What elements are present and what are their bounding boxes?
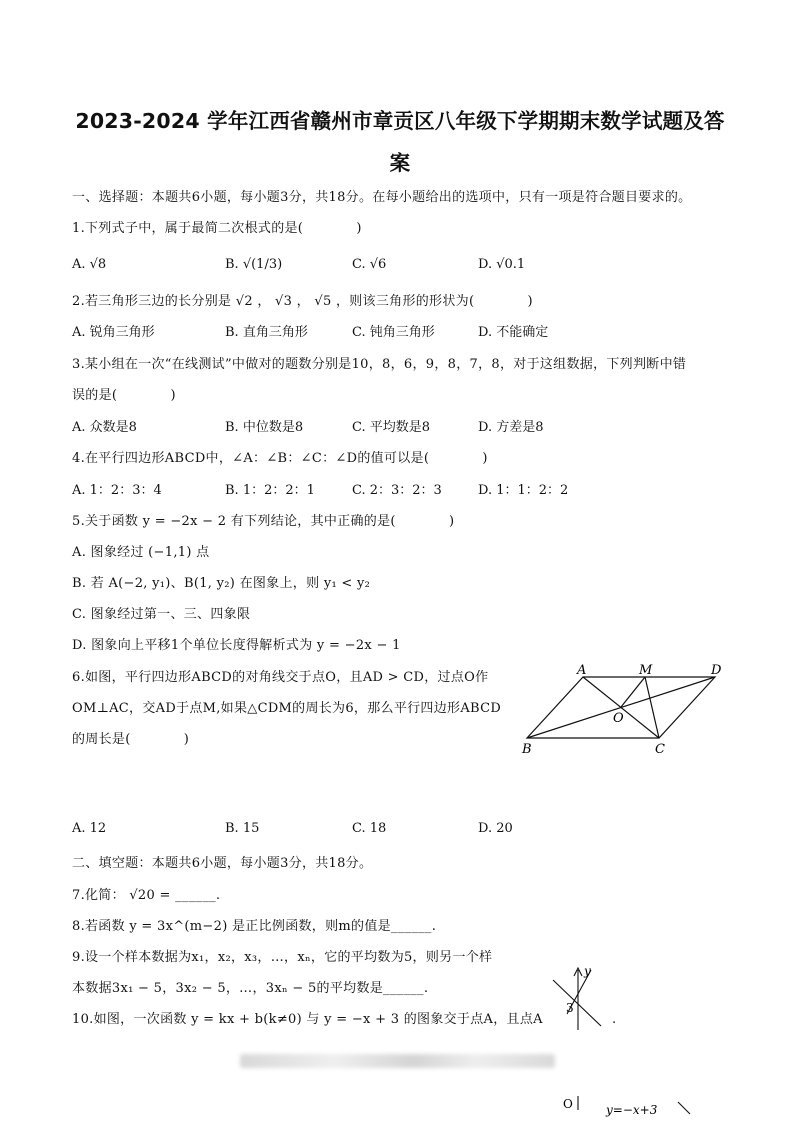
- q3-option-c: C. 平均数是8: [352, 420, 431, 435]
- q1-option-a: A. √8: [72, 257, 107, 272]
- blurred-watermark: [240, 1054, 555, 1068]
- q8-stem: 8.若函数 y = 3x^(m−2) 是正比例函数，则m的值是______.: [72, 919, 437, 934]
- q5-option-b: B. 若 A(−2, y₁)、B(1, y₂) 在图象上，则 y₁ < y₂: [72, 576, 371, 591]
- q4-stem: 4.在平行四边形ABCD中，∠A：∠B：∠C：∠D的值可以是( ): [72, 451, 488, 466]
- axis-label-y: y: [584, 964, 591, 978]
- q2-option-d: D. 不能确定: [478, 325, 549, 340]
- label-c: C: [655, 742, 665, 757]
- q5-stem: 5.关于函数 y = −2x − 2 有下列结论，其中正确的是( ): [72, 514, 455, 529]
- label-m: M: [639, 663, 653, 678]
- q7-stem: 7.化简： √20 = ______.: [72, 888, 221, 903]
- q6-stem-line2: OM⊥AC，交AD于点M,如果△CDM的周长为6，那么平行四边形ABCD: [72, 701, 502, 716]
- doc-title-line1: 2023-2024 学年江西省赣州市章贡区八年级下学期期末数学试题及答: [75, 109, 725, 133]
- q6-option-b: B. 15: [225, 821, 260, 836]
- q3-stem-line2: 误的是( ): [72, 388, 176, 403]
- q10-graph-figure-top: [545, 962, 615, 1032]
- q10-trailing-dot: .: [612, 1012, 617, 1027]
- section2-heading: 二、填空题：本题共6小题，每小题3分，共18分。: [72, 856, 373, 871]
- q2-option-c: C. 钝角三角形: [352, 325, 435, 340]
- q2-option-b: B. 直角三角形: [225, 325, 308, 340]
- q9-stem-line1: 9.设一个样本数据为x₁，x₂，x₃，…，xₙ，它的平均数为5，则另一个样: [72, 950, 493, 965]
- label-o: O: [613, 711, 624, 726]
- line-y-neg-x-plus-3: [553, 980, 601, 1026]
- q9-stem-line2: 本数据3x₁ − 5，3x₂ − 5，…，3xₙ − 5的平均数是______.: [72, 981, 429, 996]
- q3-option-b: B. 中位数是8: [225, 420, 304, 435]
- q10-graph-figure-bottom: [560, 1092, 730, 1122]
- q6-stem-line3: 的周长是( ): [72, 732, 190, 747]
- q4-option-b: B. 1：2：2：1: [225, 483, 315, 498]
- origin-label: O: [563, 1097, 573, 1111]
- q2-option-a: A. 锐角三角形: [72, 325, 155, 340]
- q5-option-a: A. 图象经过 (−1,1) 点: [72, 545, 210, 560]
- q5-option-d: D. 图象向上平移1个单位长度得解析式为 y = −2x − 1: [72, 638, 401, 653]
- q6-stem-line1: 6.如图，平行四边形ABCD的对角线交于点O，且AD > CD，过点O作: [72, 670, 489, 685]
- label-b: B: [522, 742, 532, 757]
- q3-option-a: A. 众数是8: [72, 420, 137, 435]
- q3-option-d: D. 方差是8: [478, 420, 544, 435]
- q10-stem-line1: 10.如图，一次函数 y = kx + b(k≠0) 与 y = −x + 3 的图象交于点A，且点A: [72, 1012, 543, 1027]
- line-lower-segment: [678, 1102, 690, 1114]
- q1-option-d: D. √0.1: [478, 257, 526, 272]
- q3-stem-line1: 3.某小组在一次“在线测试”中做对的题数分别是10，8，6，9，8，7，8，对于这组数据，下列判断中错: [72, 357, 687, 372]
- q1-option-c: C. √6: [352, 257, 387, 272]
- q6-parallelogram-figure: [515, 660, 735, 760]
- q1-stem: 1.下列式子中，属于最简二次根式的是( ): [72, 221, 362, 236]
- q6-option-c: C. 18: [352, 821, 387, 836]
- section1-heading: 一、选择题：本题共6小题，每小题3分，共18分。在每小题给出的选项中，只有一项是符合题目要求的。: [72, 190, 692, 205]
- q6-option-a: A. 12: [72, 821, 107, 836]
- q4-option-a: A. 1：2：3：4: [72, 483, 162, 498]
- axis-label-3: 3: [566, 1001, 574, 1015]
- segment-om: [621, 677, 645, 707]
- q6-option-d: D. 20: [478, 821, 513, 836]
- q5-option-c: C. 图象经过第一、三、四象限: [72, 607, 251, 622]
- q4-option-d: D. 1：1：2：2: [478, 483, 569, 498]
- equation-label: y=−x+3: [606, 1103, 658, 1117]
- doc-title-line2: 案: [389, 151, 411, 175]
- q2-stem: 2.若三角形三边的长分别是 √2 ， √3 ， √5 ，则该三角形的形状为( ): [72, 294, 533, 309]
- label-a: A: [577, 663, 587, 678]
- q1-option-b: B. √(1/3): [225, 257, 283, 272]
- q4-option-c: C. 2：3：2：3: [352, 483, 442, 498]
- label-d: D: [711, 663, 722, 678]
